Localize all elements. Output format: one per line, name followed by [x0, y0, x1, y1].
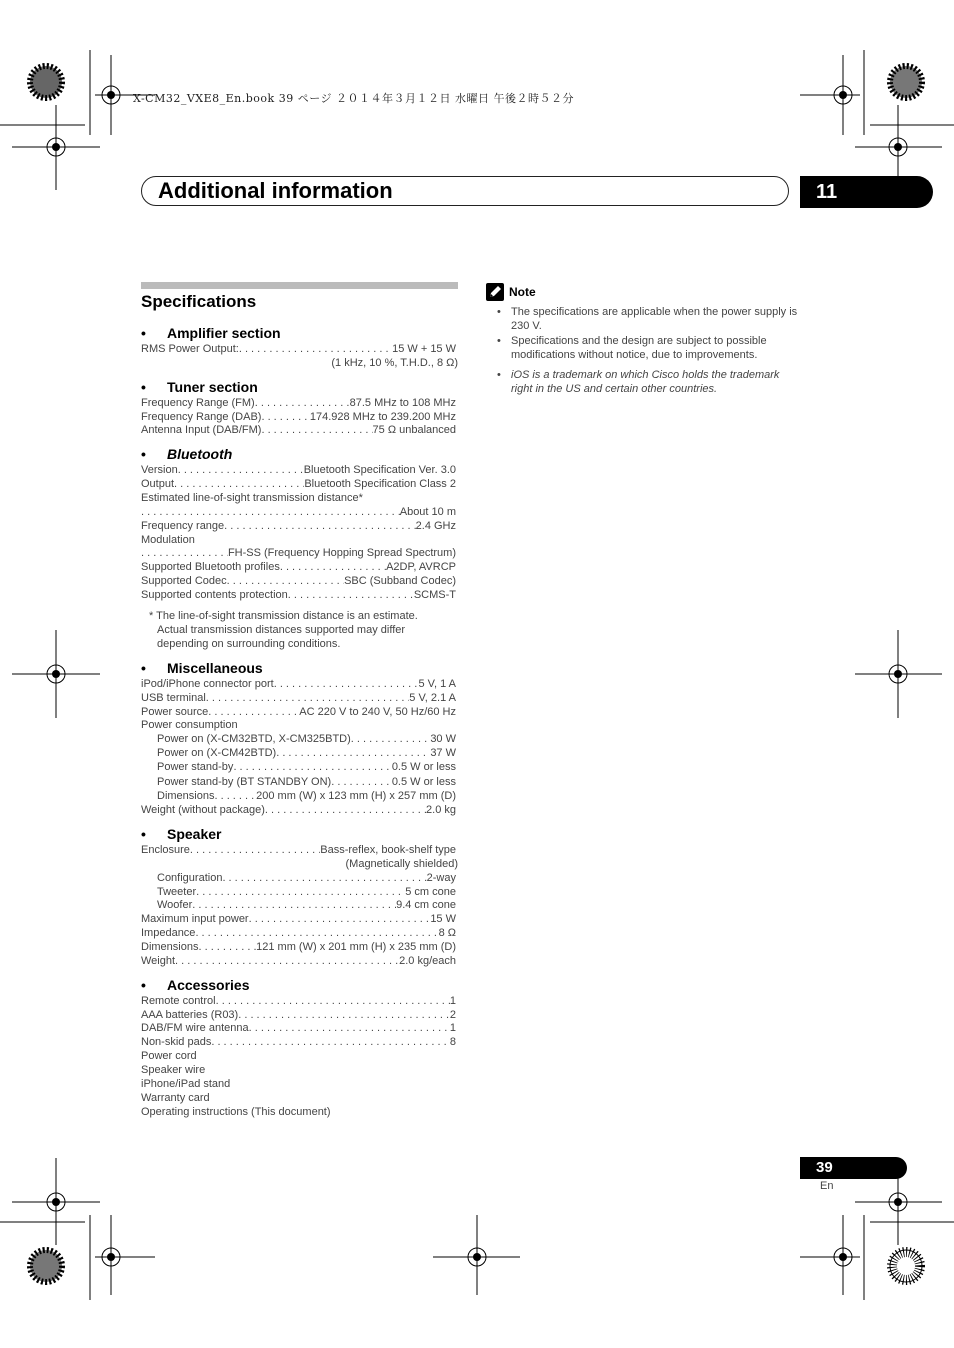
spec-row: Remote control . . . 1	[141, 994, 456, 1008]
list-item: Warranty card	[141, 1092, 210, 1104]
spec-row: iPod/iPhone connector port . . . 5 V, 1 A	[141, 677, 456, 691]
spec-row: Antenna Input (DAB/FM) . . . 75 Ω unbalanced	[141, 423, 456, 437]
spec-row: Non-skid pads . . . 8	[141, 1035, 456, 1049]
spec-row: Frequency range . . . 2.4 GHz	[141, 519, 456, 533]
note-item: • iOS is a trademark on which Cisco holds the trademark right in the US and certain other countries.	[497, 369, 780, 395]
spec-row: Supported Codec . . . SBC (Subband Codec)	[141, 574, 456, 588]
spec-row: Frequency Range (FM) . . . 87.5 MHz to 108 MHz	[141, 396, 456, 410]
list-item: Operating instructions (This document)	[141, 1106, 331, 1118]
spec-row: Weight (without package) . . . 2.0 kg	[141, 803, 456, 817]
bluetooth-heading: • Bluetooth	[141, 446, 233, 462]
spec-row: Dimensions . . . 200 mm (W) x 123 mm (H) x 257 mm (D)	[157, 789, 456, 803]
spec-row: Enclosure . . . Bass-reflex, book-shelf type	[141, 843, 456, 857]
tuner-heading: • Tuner section	[141, 379, 258, 395]
spec-row: Power on (X-CM42BTD) . . . 37 W	[157, 746, 456, 760]
spec-row: Tweeter . . . 5 cm cone	[157, 885, 456, 899]
spec-row: DAB/FM wire antenna . . . 1	[141, 1021, 456, 1035]
footnote: * The line-of-sight transmission distance is an estimate. Actual transmission distances supported may differ depending on surrounding conditions.	[149, 610, 418, 650]
amplifier-heading: • Amplifier section	[141, 325, 281, 341]
list-item: Power cord	[141, 1050, 197, 1062]
spec-row: Configuration . . . 2-way	[157, 871, 456, 885]
spec-row: Power on (X-CM32BTD, X-CM325BTD) . . . 30 W	[157, 732, 456, 746]
spec-row: Output . . . Bluetooth Specification Class 2	[141, 477, 456, 491]
spec-row: USB terminal . . . 5 V, 2.1 A	[141, 691, 456, 705]
spec-row: Power stand-by (BT STANDBY ON) . . . 0.5 W or less	[157, 775, 456, 789]
spec-row: Frequency Range (DAB) . . . 174.928 MHz to 239.200 MHz	[141, 410, 456, 424]
chapter-title: Additional information	[158, 178, 393, 203]
spec-label: Estimated line-of-sight transmission distance*	[141, 492, 363, 504]
spec-row: Supported Bluetooth profiles . . . A2DP, AVRCP	[141, 560, 456, 574]
page-number: 39	[816, 1159, 833, 1176]
spec-row: Supported contents protection . . . SCMS-T	[141, 588, 456, 602]
note-item: • The specifications are applicable when the power supply is 230 V.	[497, 306, 798, 332]
section-rule	[141, 282, 458, 289]
spec-row: Dimensions . . . 121 mm (W) x 201 mm (H) x 235 mm (D)	[141, 940, 456, 954]
spec-row: Maximum input power . . . 15 W	[141, 912, 456, 926]
chapter-number: 11	[800, 176, 933, 208]
spec-label: Power consumption	[141, 719, 238, 731]
list-item: Speaker wire	[141, 1064, 206, 1076]
page-language: En	[820, 1180, 834, 1192]
spec-note: (1 kHz, 10 %, T.H.D., 8 Ω)	[331, 357, 458, 369]
list-item: iPhone/iPad stand	[141, 1078, 231, 1090]
note-pencil-icon	[486, 283, 504, 301]
spec-note: (Magnetically shielded)	[345, 858, 458, 870]
note-title: Note	[509, 285, 536, 299]
spec-row: Power source . . . AC 220 V to 240 V, 50 Hz/60 Hz	[141, 705, 456, 719]
spec-row: Impedance . . . 8 Ω	[141, 926, 456, 940]
speaker-heading: • Speaker	[141, 826, 222, 842]
spec-row: Power stand-by . . . 0.5 W or less	[157, 760, 456, 774]
spec-row: Woofer . . . 9.4 cm cone	[157, 898, 456, 912]
spec-row: . . . FH-SS (Frequency Hopping Spread Spectrum)	[141, 546, 456, 560]
spec-row: Version . . . Bluetooth Specification Ver. 3.0	[141, 463, 456, 477]
spec-row: AAA batteries (R03) . . . 2	[141, 1008, 456, 1022]
spec-row: Weight . . . 2.0 kg/each	[141, 954, 456, 968]
section-title: Specifications	[141, 292, 257, 311]
spec-label: Modulation	[141, 534, 195, 546]
spec-row: . . . About 10 m	[141, 505, 456, 519]
print-header: X-CM32_VXE8_En.book 39 ページ ２０１４年３月１２日 水曜日 午後２時５２分	[133, 92, 574, 105]
misc-heading: • Miscellaneous	[141, 660, 263, 676]
accessories-heading: • Accessories	[141, 977, 250, 993]
spec-row: RMS Power Output: . . . 15 W + 15 W	[141, 342, 456, 356]
note-item: • Specifications and the design are subject to possible modifications without notice, due to improvements.	[497, 335, 767, 361]
